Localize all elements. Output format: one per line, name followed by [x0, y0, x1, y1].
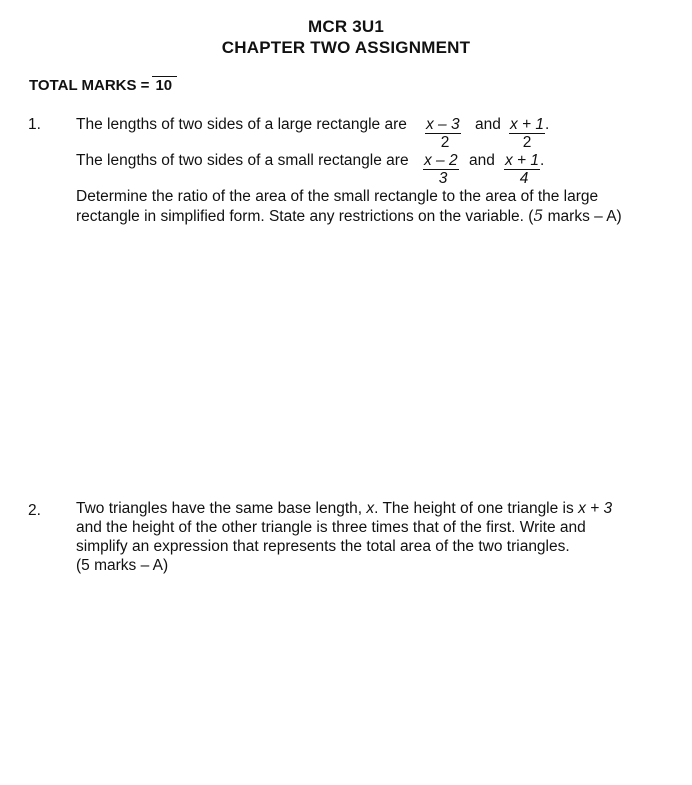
question-1-number: 1. — [28, 116, 41, 133]
course-code: MCR 3U1 — [307, 17, 385, 36]
total-marks-value: 10 — [152, 76, 177, 94]
q1-small-fraction-1-numerator: x – 2 — [424, 152, 458, 169]
q2-line-1: Two triangles have the same base length, x. The height of one triangle is x + 3 — [76, 500, 613, 517]
q1-large-fraction-1-denominator: 2 — [440, 134, 450, 151]
q1-small-fraction-2-numerator: x + 1. — [505, 152, 545, 169]
q2-line-3: simplify an expression that represents the total area of the two triangles. — [76, 538, 570, 555]
q1-and-1: and — [475, 116, 501, 133]
q1-small-fraction-1-denominator: 3 — [438, 170, 448, 187]
q1-line-4: rectangle in simplified form. State any restrictions on the variable. (5 marks – A) — [76, 207, 622, 225]
q1-handwritten-marks: 5 — [533, 207, 544, 225]
total-marks — [29, 76, 177, 94]
q1-large-fraction-2-denominator: 2 — [522, 134, 532, 151]
q1-line-2: The lengths of two sides of a small rectangle are — [76, 152, 409, 169]
total-marks-label: TOTAL MARKS = — [29, 77, 150, 94]
q1-large-fraction-2-numerator: x + 1. — [510, 116, 550, 133]
q1-large-fraction-1-numerator: x – 3 — [426, 116, 460, 133]
q1-line-3: Determine the ratio of the area of the small rectangle to the area of the large — [76, 188, 599, 205]
q1-and-2: and — [469, 152, 495, 169]
q2-line-2: and the height of the other triangle is three times that of the first. Write and — [76, 519, 586, 536]
question-2-number: 2. — [28, 502, 41, 519]
q1-small-fraction-2-denominator: 4 — [519, 170, 529, 187]
page-title: CHAPTER TWO ASSIGNMENT — [221, 38, 471, 57]
q2-line-4: (5 marks – A) — [76, 557, 169, 574]
q1-line-1: The lengths of two sides of a large rectangle are — [76, 116, 407, 133]
